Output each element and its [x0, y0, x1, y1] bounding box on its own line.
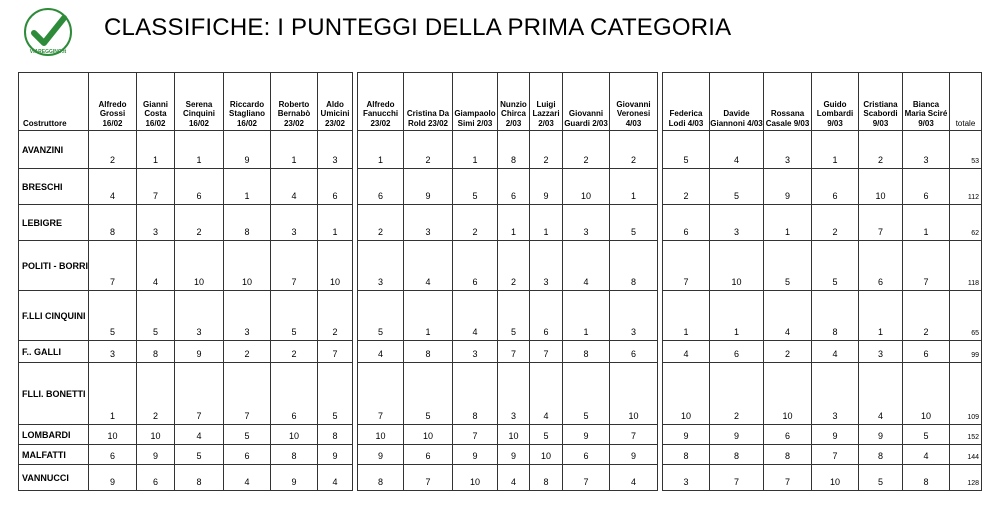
- table-row: [19, 131, 982, 169]
- score-cell: 1: [903, 205, 950, 241]
- score-cell: 8: [710, 445, 764, 465]
- score-cell: 6: [530, 291, 563, 341]
- score-cell: 7: [663, 241, 710, 291]
- table-row: [19, 241, 982, 291]
- score-cell: 1: [175, 131, 224, 169]
- score-cell: 10: [764, 363, 812, 425]
- score-cell: 6: [358, 169, 404, 205]
- score-cell: 7: [271, 241, 318, 291]
- score-cell: 4: [812, 341, 859, 363]
- score-cell: 6: [663, 205, 710, 241]
- row-costruttore: AVANZINI: [19, 131, 89, 169]
- row-costruttore: POLITI - BORRI: [19, 241, 89, 291]
- header-judge: Serena Cinquini 16/02: [175, 73, 224, 131]
- header-judge: Luigi Lazzari 2/03: [530, 73, 563, 131]
- score-cell: 6: [859, 241, 903, 291]
- score-cell: 1: [224, 169, 271, 205]
- score-cell: 2: [764, 341, 812, 363]
- score-cell: 7: [89, 241, 137, 291]
- score-cell: 1: [498, 205, 530, 241]
- score-cell: 10: [812, 465, 859, 491]
- score-cell: 9: [498, 445, 530, 465]
- score-cell: 8: [318, 425, 353, 445]
- score-cell: 4: [224, 465, 271, 491]
- score-cell: 10: [318, 241, 353, 291]
- score-cell: 7: [404, 465, 453, 491]
- score-cell: 6: [563, 445, 610, 465]
- score-cell: 6: [498, 169, 530, 205]
- score-cell: 3: [224, 291, 271, 341]
- score-cell: 7: [358, 363, 404, 425]
- score-cell: 2: [89, 131, 137, 169]
- score-cell: 7: [137, 169, 175, 205]
- score-cell: 2: [663, 169, 710, 205]
- score-cell: 3: [453, 341, 498, 363]
- score-cell: 7: [610, 425, 658, 445]
- row-costruttore: FLLI. BONETTI: [19, 363, 89, 425]
- score-cell: 1: [563, 291, 610, 341]
- score-cell: 7: [498, 341, 530, 363]
- score-cell: 5: [137, 291, 175, 341]
- score-cell: 6: [175, 169, 224, 205]
- score-cell: 9: [812, 425, 859, 445]
- score-cell: 4: [175, 425, 224, 445]
- score-cell: 7: [530, 341, 563, 363]
- header-row: [19, 73, 982, 131]
- score-cell: 3: [663, 465, 710, 491]
- score-cell: 10: [530, 445, 563, 465]
- table-row: [19, 363, 982, 425]
- score-cell: 5: [404, 363, 453, 425]
- score-cell: 3: [710, 205, 764, 241]
- score-cell: 8: [812, 291, 859, 341]
- score-cell: 4: [318, 465, 353, 491]
- score-cell: 1: [89, 363, 137, 425]
- score-cell: 4: [530, 363, 563, 425]
- score-cell: 7: [175, 363, 224, 425]
- row-total: 53: [950, 131, 982, 169]
- score-cell: 10: [859, 169, 903, 205]
- score-cell: 8: [271, 445, 318, 465]
- score-cell: 7: [710, 465, 764, 491]
- row-costruttore: BRESCHI: [19, 169, 89, 205]
- score-cell: 3: [89, 341, 137, 363]
- score-cell: 9: [137, 445, 175, 465]
- score-cell: 10: [224, 241, 271, 291]
- header-judge: Giampaolo Simi 2/03: [453, 73, 498, 131]
- header-judge: Cristiana Scabordi 9/03: [859, 73, 903, 131]
- score-cell: 1: [710, 291, 764, 341]
- score-cell: 2: [530, 131, 563, 169]
- row-total: 144: [950, 445, 982, 465]
- score-cell: 2: [453, 205, 498, 241]
- score-cell: 9: [358, 445, 404, 465]
- score-cell: 2: [404, 131, 453, 169]
- score-cell: 2: [563, 131, 610, 169]
- score-cell: 10: [271, 425, 318, 445]
- score-cell: 5: [563, 363, 610, 425]
- table-row: [19, 425, 982, 445]
- score-cell: 6: [224, 445, 271, 465]
- viareggino-logo: [22, 6, 74, 58]
- score-cell: 5: [358, 291, 404, 341]
- score-cell: 9: [663, 425, 710, 445]
- row-total: 62: [950, 205, 982, 241]
- score-cell: 4: [271, 169, 318, 205]
- score-cell: 2: [224, 341, 271, 363]
- score-cell: 3: [610, 291, 658, 341]
- row-costruttore: LEBIGRE: [19, 205, 89, 241]
- header-judge: Davide Giannoni 4/03: [710, 73, 764, 131]
- page-title: CLASSIFICHE: I PUNTEGGI DELLA PRIMA CATEGORIA: [104, 14, 732, 41]
- score-cell: 8: [764, 445, 812, 465]
- score-cell: 9: [710, 425, 764, 445]
- score-cell: 10: [404, 425, 453, 445]
- header-judge: Gianni Costa 16/02: [137, 73, 175, 131]
- score-cell: 3: [271, 205, 318, 241]
- table-row: [19, 465, 982, 491]
- score-cell: 1: [453, 131, 498, 169]
- score-cell: 10: [903, 363, 950, 425]
- score-cell: 9: [224, 131, 271, 169]
- score-cell: 5: [530, 425, 563, 445]
- score-cell: 1: [404, 291, 453, 341]
- score-cell: 4: [137, 241, 175, 291]
- header-judge: Giovanni Guardi 2/03: [563, 73, 610, 131]
- score-cell: 1: [358, 131, 404, 169]
- score-cell: 10: [563, 169, 610, 205]
- score-cell: 3: [175, 291, 224, 341]
- score-cell: 5: [498, 291, 530, 341]
- score-cell: 1: [764, 205, 812, 241]
- score-cell: 9: [318, 445, 353, 465]
- score-cell: 1: [137, 131, 175, 169]
- score-cell: 8: [358, 465, 404, 491]
- score-cell: 3: [903, 131, 950, 169]
- score-cell: 8: [137, 341, 175, 363]
- table-row: [19, 169, 982, 205]
- header-judge: Federica Lodi 4/03: [663, 73, 710, 131]
- score-cell: 3: [563, 205, 610, 241]
- score-cell: 3: [498, 363, 530, 425]
- score-cell: 8: [530, 465, 563, 491]
- table-row: [19, 291, 982, 341]
- score-cell: 9: [610, 445, 658, 465]
- score-cell: 2: [271, 341, 318, 363]
- score-cell: 9: [764, 169, 812, 205]
- score-cell: 8: [89, 205, 137, 241]
- row-total: 118: [950, 241, 982, 291]
- score-cell: 6: [764, 425, 812, 445]
- score-cell: 1: [859, 291, 903, 341]
- row-total: 112: [950, 169, 982, 205]
- score-cell: 5: [224, 425, 271, 445]
- score-cell: 4: [563, 241, 610, 291]
- score-cell: 4: [859, 363, 903, 425]
- score-cell: 10: [358, 425, 404, 445]
- score-cell: 5: [663, 131, 710, 169]
- score-cell: 7: [764, 465, 812, 491]
- scores-table: [18, 72, 982, 491]
- score-cell: 2: [175, 205, 224, 241]
- row-total: 109: [950, 363, 982, 425]
- row-costruttore: F.. GALLI: [19, 341, 89, 363]
- score-cell: 3: [318, 131, 353, 169]
- score-cell: 6: [903, 341, 950, 363]
- score-cell: 3: [137, 205, 175, 241]
- row-total: 99: [950, 341, 982, 363]
- score-cell: 10: [610, 363, 658, 425]
- score-cell: 1: [610, 169, 658, 205]
- score-cell: 3: [812, 363, 859, 425]
- score-cell: 8: [903, 465, 950, 491]
- header-judge: Giovanni Veronesi 4/03: [610, 73, 658, 131]
- score-cell: 8: [224, 205, 271, 241]
- score-cell: 4: [453, 291, 498, 341]
- score-cell: 5: [710, 169, 764, 205]
- score-cell: 4: [358, 341, 404, 363]
- score-cell: 5: [175, 445, 224, 465]
- row-total: 128: [950, 465, 982, 491]
- score-cell: 5: [764, 241, 812, 291]
- score-cell: 7: [318, 341, 353, 363]
- score-cell: 6: [710, 341, 764, 363]
- score-cell: 5: [89, 291, 137, 341]
- score-cell: 7: [812, 445, 859, 465]
- score-cell: 5: [453, 169, 498, 205]
- score-cell: 8: [453, 363, 498, 425]
- score-cell: 3: [404, 205, 453, 241]
- row-costruttore: MALFATTI: [19, 445, 89, 465]
- score-cell: 4: [404, 241, 453, 291]
- score-cell: 3: [530, 241, 563, 291]
- score-cell: 6: [610, 341, 658, 363]
- table-row: [19, 205, 982, 241]
- score-cell: 2: [812, 205, 859, 241]
- score-cell: 3: [859, 341, 903, 363]
- score-cell: 7: [224, 363, 271, 425]
- header-judge: Roberto Bernabò 23/02: [271, 73, 318, 131]
- header-judge: Bianca Maria Sciré 9/03: [903, 73, 950, 131]
- score-cell: 2: [610, 131, 658, 169]
- row-total: 152: [950, 425, 982, 445]
- score-cell: 6: [812, 169, 859, 205]
- score-cell: 4: [903, 445, 950, 465]
- row-costruttore: LOMBARDI: [19, 425, 89, 445]
- header-judge: Riccardo Stagliano 16/02: [224, 73, 271, 131]
- score-cell: 4: [764, 291, 812, 341]
- header-judge: Aldo Umicini 23/02: [318, 73, 353, 131]
- score-cell: 1: [530, 205, 563, 241]
- score-cell: 10: [498, 425, 530, 445]
- table-row: [19, 445, 982, 465]
- score-cell: 6: [137, 465, 175, 491]
- score-cell: 5: [271, 291, 318, 341]
- score-cell: 6: [453, 241, 498, 291]
- score-cell: 5: [610, 205, 658, 241]
- header-judge: Rossana Casale 9/03: [764, 73, 812, 131]
- score-cell: 6: [271, 363, 318, 425]
- score-cell: 6: [89, 445, 137, 465]
- score-cell: 9: [859, 425, 903, 445]
- score-cell: 2: [859, 131, 903, 169]
- score-cell: 7: [453, 425, 498, 445]
- score-cell: 2: [318, 291, 353, 341]
- score-cell: 3: [358, 241, 404, 291]
- score-cell: 8: [404, 341, 453, 363]
- score-cell: 9: [404, 169, 453, 205]
- score-cell: 7: [859, 205, 903, 241]
- score-cell: 8: [175, 465, 224, 491]
- score-cell: 8: [610, 241, 658, 291]
- score-cell: 7: [903, 241, 950, 291]
- score-cell: 5: [318, 363, 353, 425]
- score-cell: 4: [710, 131, 764, 169]
- score-cell: 6: [404, 445, 453, 465]
- score-cell: 4: [663, 341, 710, 363]
- score-cell: 2: [358, 205, 404, 241]
- row-costruttore: VANNUCCI: [19, 465, 89, 491]
- score-cell: 8: [498, 131, 530, 169]
- row-total: 65: [950, 291, 982, 341]
- score-cell: 10: [89, 425, 137, 445]
- score-cell: 1: [663, 291, 710, 341]
- score-cell: 10: [663, 363, 710, 425]
- header-totale: totale: [950, 73, 982, 131]
- score-cell: 4: [89, 169, 137, 205]
- header-judge: Cristina Da Rold 23/02: [404, 73, 453, 131]
- score-cell: 9: [530, 169, 563, 205]
- score-cell: 8: [859, 445, 903, 465]
- score-cell: 9: [175, 341, 224, 363]
- score-cell: 2: [710, 363, 764, 425]
- header-costruttore: Costruttore: [19, 73, 89, 131]
- score-cell: 8: [663, 445, 710, 465]
- header-judge: Alfredo Fanucchi 23/02: [358, 73, 404, 131]
- table-row: [19, 341, 982, 363]
- score-cell: 1: [271, 131, 318, 169]
- score-cell: 9: [89, 465, 137, 491]
- score-cell: 10: [453, 465, 498, 491]
- score-cell: 5: [903, 425, 950, 445]
- score-cell: 6: [318, 169, 353, 205]
- header-judge: Alfredo Grossi 16/02: [89, 73, 137, 131]
- score-cell: 9: [271, 465, 318, 491]
- header-judge: Guido Lombardi 9/03: [812, 73, 859, 131]
- row-costruttore: F.LLI CINQUINI: [19, 291, 89, 341]
- score-cell: 8: [563, 341, 610, 363]
- score-cell: 10: [710, 241, 764, 291]
- score-cell: 9: [453, 445, 498, 465]
- score-cell: 2: [903, 291, 950, 341]
- score-cell: 4: [498, 465, 530, 491]
- score-cell: 4: [610, 465, 658, 491]
- score-cell: 2: [498, 241, 530, 291]
- score-cell: 2: [137, 363, 175, 425]
- score-cell: 1: [812, 131, 859, 169]
- score-cell: 7: [563, 465, 610, 491]
- score-cell: 9: [563, 425, 610, 445]
- score-cell: 1: [318, 205, 353, 241]
- score-cell: 10: [137, 425, 175, 445]
- svg-text:VIAREGGINO.it: VIAREGGINO.it: [29, 49, 67, 55]
- score-cell: 6: [903, 169, 950, 205]
- score-cell: 5: [812, 241, 859, 291]
- score-cell: 5: [859, 465, 903, 491]
- score-cell: 10: [175, 241, 224, 291]
- header-judge: Nunzio Chirca 2/03: [498, 73, 530, 131]
- score-cell: 3: [764, 131, 812, 169]
